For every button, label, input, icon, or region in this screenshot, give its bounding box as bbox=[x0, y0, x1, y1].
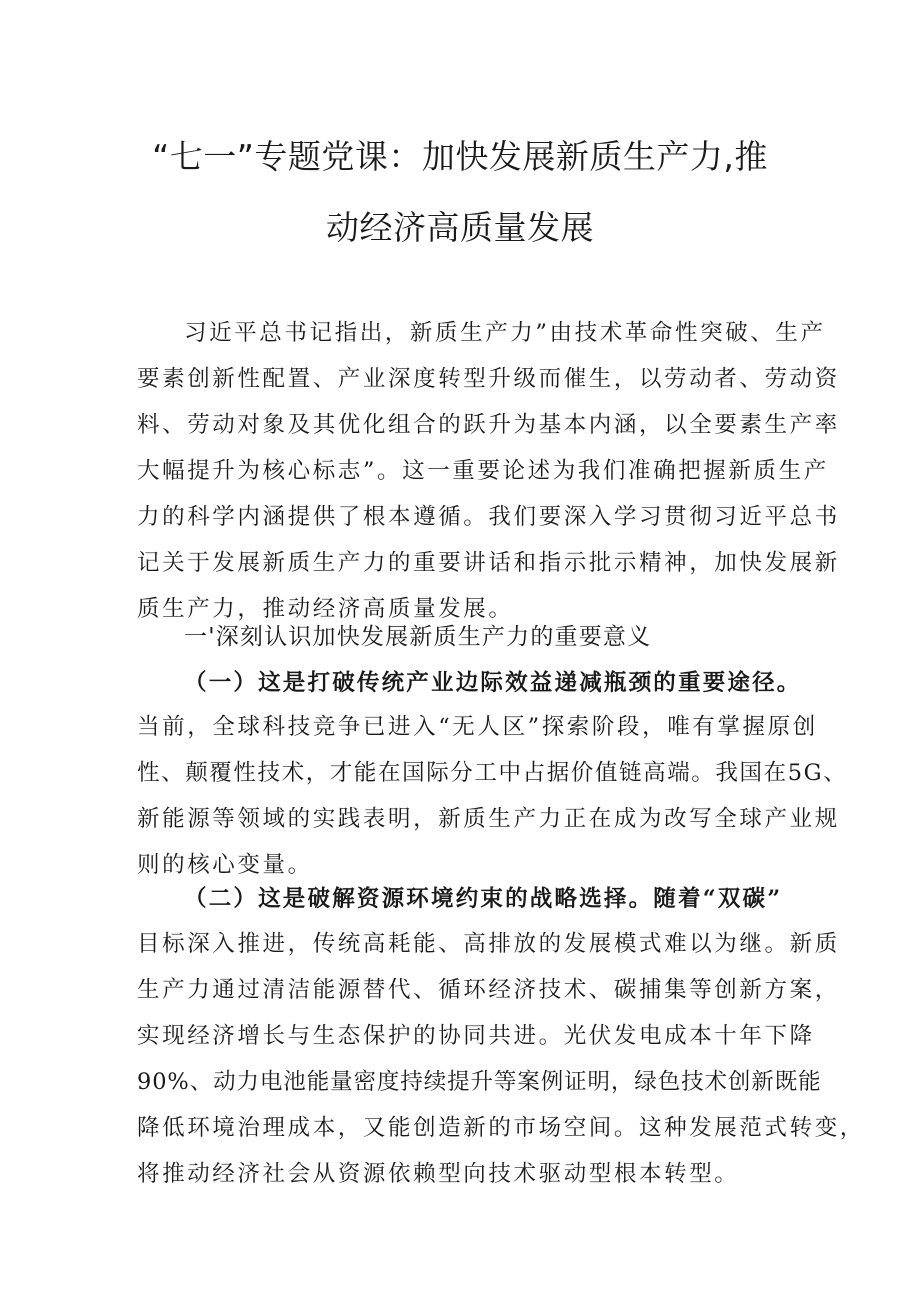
point-2-line-3: 实现经济增长与生态保护的协同共进。光伏发电成本十年下降 bbox=[137, 1023, 815, 1049]
point-1-heading: （一）这是打破传统产业边际效益递减瓶颈的重要途径。 bbox=[184, 670, 802, 696]
point-1-line-4: 则的核心变量。 bbox=[137, 852, 313, 878]
point-2-line-5: 降低环境治理成本，又能创造新的市场空间。这种发展范式转变， bbox=[137, 1115, 865, 1141]
point-2-line-4: 90%、动力电池能量密度持续提升等案例证明，绿色技术创新既能 bbox=[137, 1069, 822, 1095]
intro-line-6: 记关于发展新质生产力的重要讲话和指示批示精神，加快发展新 bbox=[137, 550, 840, 576]
intro-line-3: 料、劳动对象及其优化组合的跃升为基本内涵，以全要素生产率 bbox=[137, 412, 840, 438]
section-1-heading: 一'深刻认识加快发展新质生产力的重要意义 bbox=[184, 624, 652, 650]
intro-line-5: 力的科学内涵提供了根本遵循。我们要深入学习贯彻习近平总书 bbox=[137, 504, 840, 530]
document-title-line-2: 动经济高质量发展 bbox=[326, 208, 594, 247]
point-2-line-1: 目标深入推进，传统高耗能、高排放的发展模式难以为继。新质 bbox=[137, 931, 840, 957]
intro-line-1: 习近平总书记指出，新质生产力”由技术革命性突破、生产 bbox=[184, 320, 826, 346]
point-2-line-2: 生产力通过清洁能源替代、循环经济技术、碳捕集等创新方案， bbox=[137, 977, 840, 1003]
point-2-heading: （二）这是破解资源环境约束的战略选择。随着“双碳” bbox=[184, 886, 783, 912]
point-2-line-6: 将推动经济社会从资源依赖型向技术驱动型根本转型。 bbox=[137, 1161, 740, 1187]
intro-line-4: 大幅提升为核心标志”。这一重要论述为我们准确把握新质生产 bbox=[137, 458, 829, 484]
point-1-line-1: 当前，全球科技竞争已进入“无人区”探索阶段，唯有掌握原创 bbox=[137, 714, 818, 740]
intro-line-2: 要素创新性配置、产业深度转型升级而催生，以劳动者、劳动资 bbox=[137, 366, 840, 392]
document-title-line-1: “七一”专题党课：加快发展新质生产力,推 bbox=[152, 137, 768, 176]
point-1-line-2: 性、颠覆性技术，才能在国际分工中占据价值链高端。我国在5G、 bbox=[137, 760, 848, 786]
intro-line-7: 质生产力，推动经济高质量发展。 bbox=[137, 596, 514, 622]
point-1-line-3: 新能源等领域的实践表明，新质生产力正在成为改写全球产业规 bbox=[137, 806, 840, 832]
